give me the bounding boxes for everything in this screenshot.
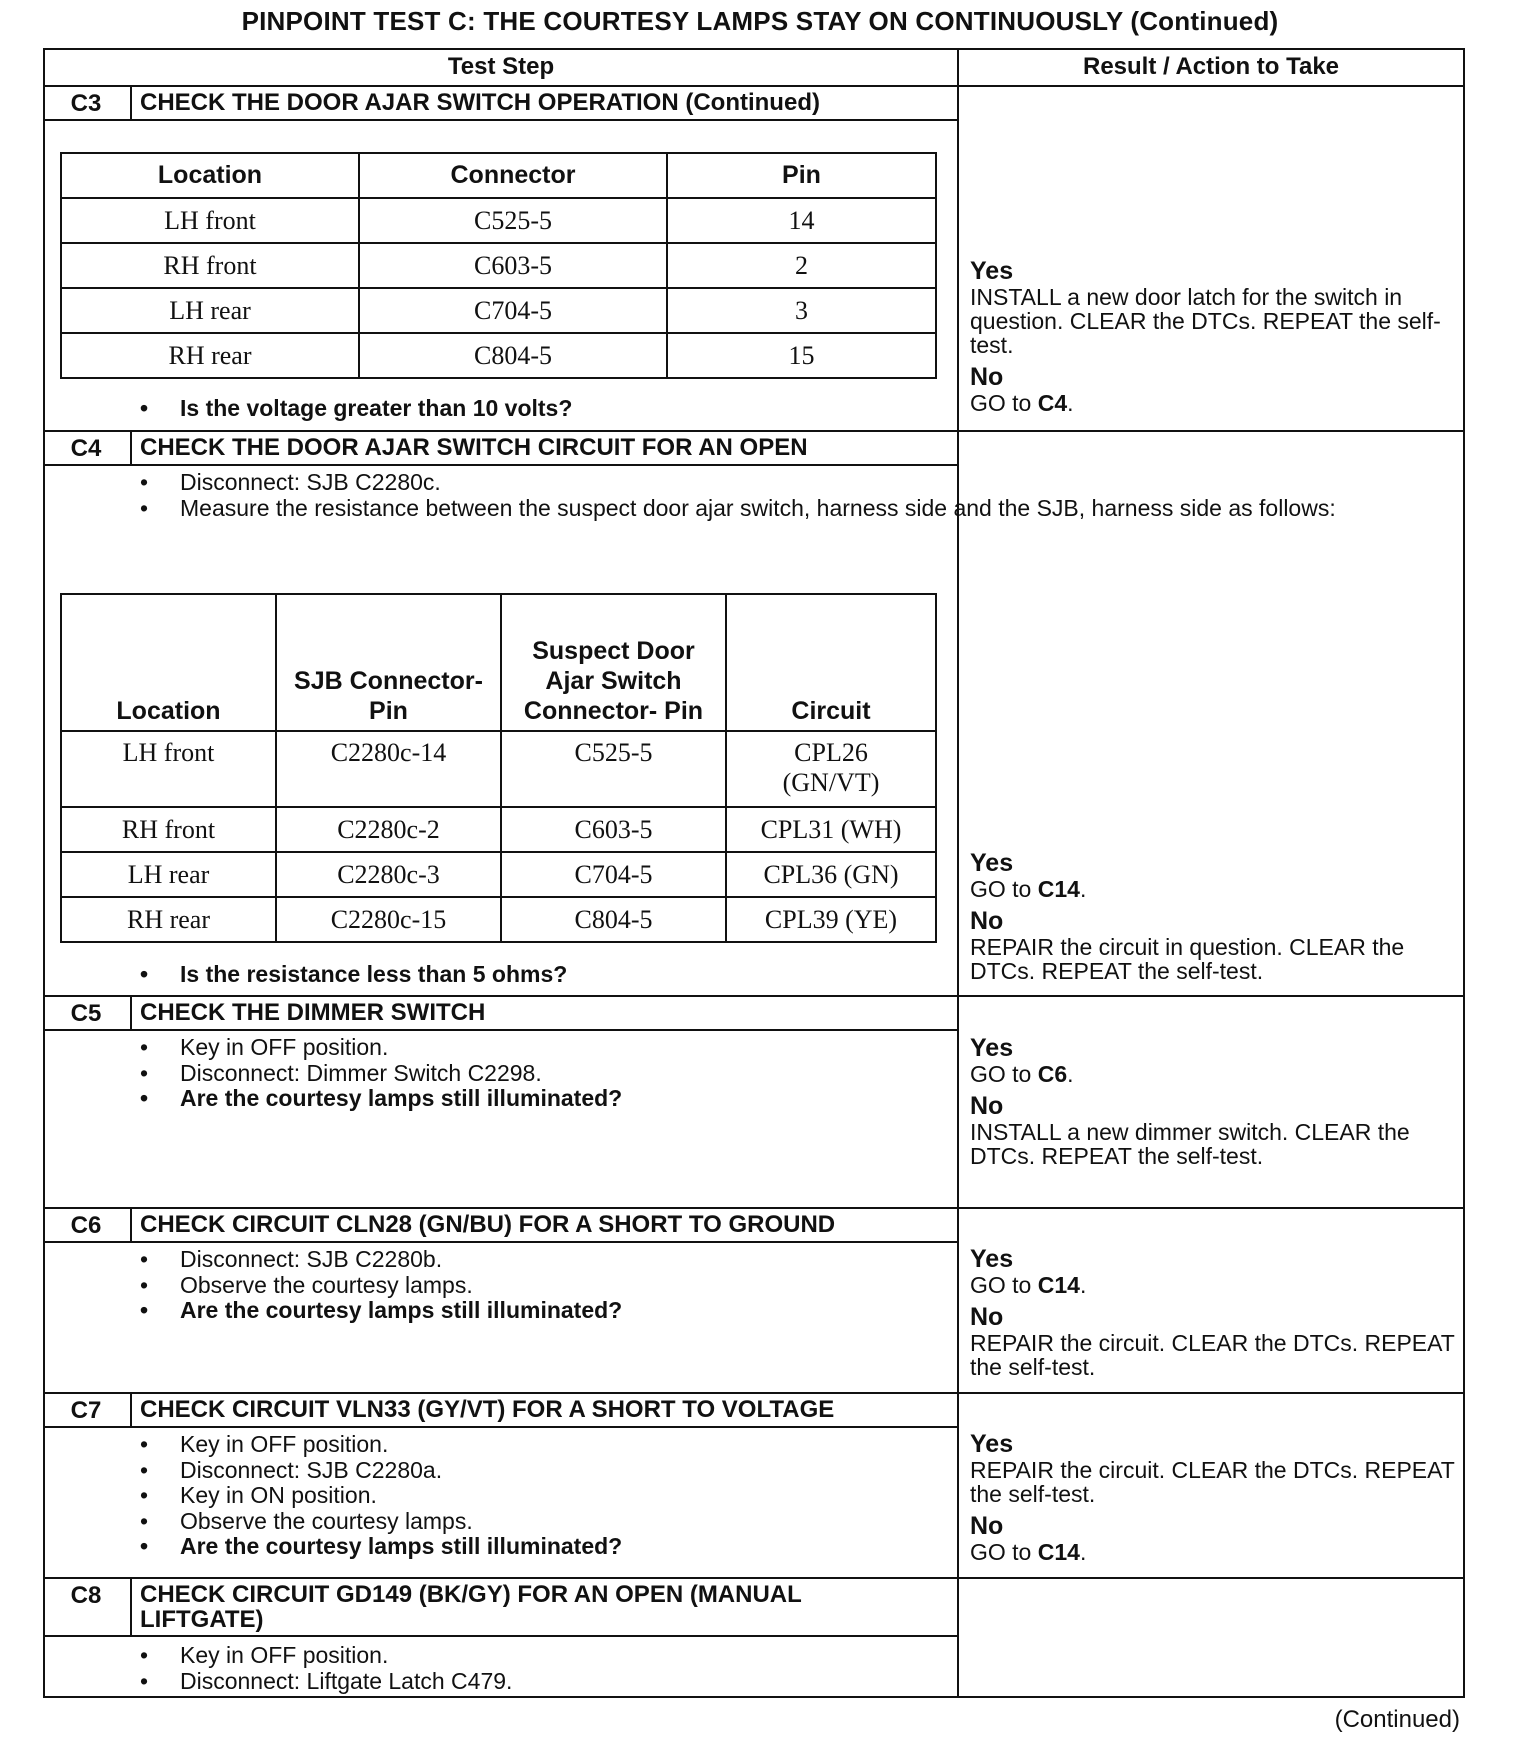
page-title: PINPOINT TEST C: THE COURTESY LAMPS STAY ON CONTINUOUSLY (Continued) bbox=[241, 6, 1279, 36]
list-item: • Is the voltage greater than 10 volts? bbox=[140, 395, 573, 421]
table-header bbox=[45, 50, 1463, 87]
cell-sjb-pin: C2280c-3 bbox=[276, 852, 501, 897]
list-item: • Observe the courtesy lamps. bbox=[140, 1271, 473, 1298]
cell-connector: C525-5 bbox=[359, 198, 667, 243]
list-item: • Are the courtesy lamps still illuminated? bbox=[140, 1085, 623, 1111]
step-c4-header bbox=[45, 432, 957, 466]
list-item: • Measure the resistance between the suspect door ajar switch, harness side and the SJB, harness side as follows: bbox=[140, 494, 1336, 521]
yes-action: GO to C6. bbox=[970, 1061, 1074, 1087]
cell-location: LH rear bbox=[61, 852, 276, 897]
c3-connector-table bbox=[60, 152, 937, 379]
yes-label: Yes bbox=[970, 1430, 1014, 1458]
c4-col-location: Location bbox=[61, 594, 276, 731]
cell-switch-pin: C603-5 bbox=[501, 807, 726, 852]
yes-label: Yes bbox=[970, 1245, 1014, 1273]
continued-footer: (Continued) bbox=[1334, 1706, 1460, 1733]
step-id: C8 bbox=[70, 1582, 102, 1609]
step-id: C6 bbox=[70, 1212, 102, 1239]
no-label: No bbox=[970, 1303, 1004, 1331]
list-item: • Disconnect: Dimmer Switch C2298. bbox=[140, 1059, 542, 1086]
no-action: REPAIR the circuit in question. CLEAR the DTCs. REPEAT the self-test. bbox=[970, 934, 1405, 984]
step-c6-header bbox=[45, 1209, 957, 1243]
c4-bullets bbox=[140, 470, 1423, 521]
list-item: • Key in ON position. bbox=[140, 1482, 377, 1508]
cell-switch-pin: C525-5 bbox=[501, 731, 726, 807]
cell-connector: C603-5 bbox=[359, 243, 667, 288]
cell-location: RH front bbox=[61, 243, 359, 288]
list-item: • Key in OFF position. bbox=[140, 1642, 389, 1668]
c6-result bbox=[970, 1245, 1459, 1379]
c4-col-switch: Suspect Door Ajar Switch Connector- Pin bbox=[501, 594, 726, 731]
no-action: REPAIR the circuit. CLEAR the DTCs. REPEAT the self-test. bbox=[970, 1330, 1455, 1380]
no-label: No bbox=[970, 907, 1004, 935]
step-c7-header bbox=[45, 1394, 957, 1428]
cell-pin: 2 bbox=[667, 243, 936, 288]
cell-location: LH front bbox=[61, 198, 359, 243]
cell-circuit: CPL39 (YE) bbox=[726, 897, 936, 942]
cell-pin: 3 bbox=[667, 288, 936, 333]
list-item: • Key in OFF position. bbox=[140, 1034, 389, 1060]
cell-sjb-pin: C2280c-14 bbox=[276, 731, 501, 807]
step-title: CHECK CIRCUIT GD149 (BK/GY) FOR AN OPEN (MANUAL LIFTGATE) bbox=[140, 1581, 802, 1633]
c4-resistance-table bbox=[60, 593, 937, 943]
yes-action: GO to C14. bbox=[970, 1272, 1087, 1298]
cell-location: LH rear bbox=[61, 288, 359, 333]
cell-circuit: CPL31 (WH) bbox=[726, 807, 936, 852]
table-row bbox=[61, 852, 936, 897]
table-row bbox=[61, 288, 936, 333]
cell-switch-pin: C804-5 bbox=[501, 897, 726, 942]
step-id: C4 bbox=[70, 435, 102, 462]
c3-col-location: Location bbox=[61, 153, 359, 198]
cell-sjb-pin: C2280c-15 bbox=[276, 897, 501, 942]
yes-label: Yes bbox=[970, 1034, 1014, 1062]
c3-col-pin: Pin bbox=[667, 153, 936, 198]
list-item: • Disconnect: Liftgate Latch C479. bbox=[140, 1667, 513, 1694]
c5-result bbox=[970, 1034, 1459, 1168]
cell-sjb-pin: C2280c-2 bbox=[276, 807, 501, 852]
yes-label: Yes bbox=[970, 849, 1014, 877]
cell-circuit: CPL36 (GN) bbox=[726, 852, 936, 897]
cell-pin: 14 bbox=[667, 198, 936, 243]
no-action: INSTALL a new dimmer switch. CLEAR the DTCs. REPEAT the self-test. bbox=[970, 1119, 1410, 1169]
list-item: • Observe the courtesy lamps. bbox=[140, 1507, 473, 1534]
c8-bullets bbox=[140, 1643, 1423, 1694]
cell-location: RH front bbox=[61, 807, 276, 852]
c3-col-connector: Connector bbox=[359, 153, 667, 198]
list-item: • Disconnect: SJB C2280c. bbox=[140, 469, 441, 495]
step-c5-header bbox=[45, 997, 957, 1031]
yes-action: INSTALL a new door latch for the switch in question. CLEAR the DTCs. REPEAT the self-test. bbox=[970, 284, 1441, 358]
no-label: No bbox=[970, 1512, 1004, 1540]
list-item: • Is the resistance less than 5 ohms? bbox=[140, 961, 568, 987]
c4-col-circuit: Circuit bbox=[726, 594, 936, 731]
step-id: C5 bbox=[70, 1000, 102, 1027]
step-title: CHECK THE DIMMER SWITCH bbox=[140, 999, 486, 1026]
pinpoint-test-table bbox=[43, 48, 1465, 1698]
step-title: CHECK THE DOOR AJAR SWITCH CIRCUIT FOR AN OPEN bbox=[140, 434, 808, 461]
no-label: No bbox=[970, 363, 1004, 391]
cell-pin: 15 bbox=[667, 333, 936, 378]
cell-connector: C704-5 bbox=[359, 288, 667, 333]
yes-action: GO to C14. bbox=[970, 876, 1087, 902]
no-label: No bbox=[970, 1092, 1004, 1120]
step-title: CHECK THE DOOR AJAR SWITCH OPERATION (Continued) bbox=[140, 89, 820, 116]
no-action: GO to C14. bbox=[970, 1539, 1087, 1565]
list-item: • Are the courtesy lamps still illuminated? bbox=[140, 1533, 623, 1559]
c4-col-sjb: SJB Connector- Pin bbox=[276, 594, 501, 731]
cell-location: RH rear bbox=[61, 897, 276, 942]
list-item: • Disconnect: SJB C2280a. bbox=[140, 1456, 443, 1483]
no-action: GO to C4. bbox=[970, 390, 1074, 416]
header-test-step: Test Step bbox=[447, 53, 555, 80]
step-c8-header bbox=[45, 1579, 957, 1637]
list-item: • Key in OFF position. bbox=[140, 1431, 389, 1457]
list-item: • Are the courtesy lamps still illuminated? bbox=[140, 1297, 623, 1323]
table-row bbox=[61, 897, 936, 942]
list-item: • Disconnect: SJB C2280b. bbox=[140, 1246, 443, 1272]
step-title: CHECK CIRCUIT CLN28 (GN/BU) FOR A SHORT TO GROUND bbox=[140, 1211, 836, 1238]
cell-circuit: CPL26 (GN/VT) bbox=[726, 731, 936, 807]
c4-result bbox=[970, 849, 1459, 983]
step-id: C3 bbox=[70, 90, 102, 117]
cell-connector: C804-5 bbox=[359, 333, 667, 378]
table-row bbox=[61, 198, 936, 243]
cell-location: RH rear bbox=[61, 333, 359, 378]
c3-result bbox=[970, 257, 1459, 415]
step-id: C7 bbox=[70, 1397, 102, 1424]
table-row bbox=[61, 243, 936, 288]
header-result: Result / Action to Take bbox=[1082, 53, 1340, 80]
table-row bbox=[61, 807, 936, 852]
step-title: CHECK CIRCUIT VLN33 (GY/VT) FOR A SHORT TO VOLTAGE bbox=[140, 1396, 835, 1423]
cell-switch-pin: C704-5 bbox=[501, 852, 726, 897]
yes-action: REPAIR the circuit. CLEAR the DTCs. REPEAT the self-test. bbox=[970, 1457, 1455, 1507]
table-row bbox=[61, 333, 936, 378]
yes-label: Yes bbox=[970, 257, 1014, 285]
table-row bbox=[61, 731, 936, 807]
cell-location: LH front bbox=[61, 731, 276, 807]
step-c3-header bbox=[45, 87, 957, 121]
c7-result bbox=[970, 1430, 1459, 1564]
